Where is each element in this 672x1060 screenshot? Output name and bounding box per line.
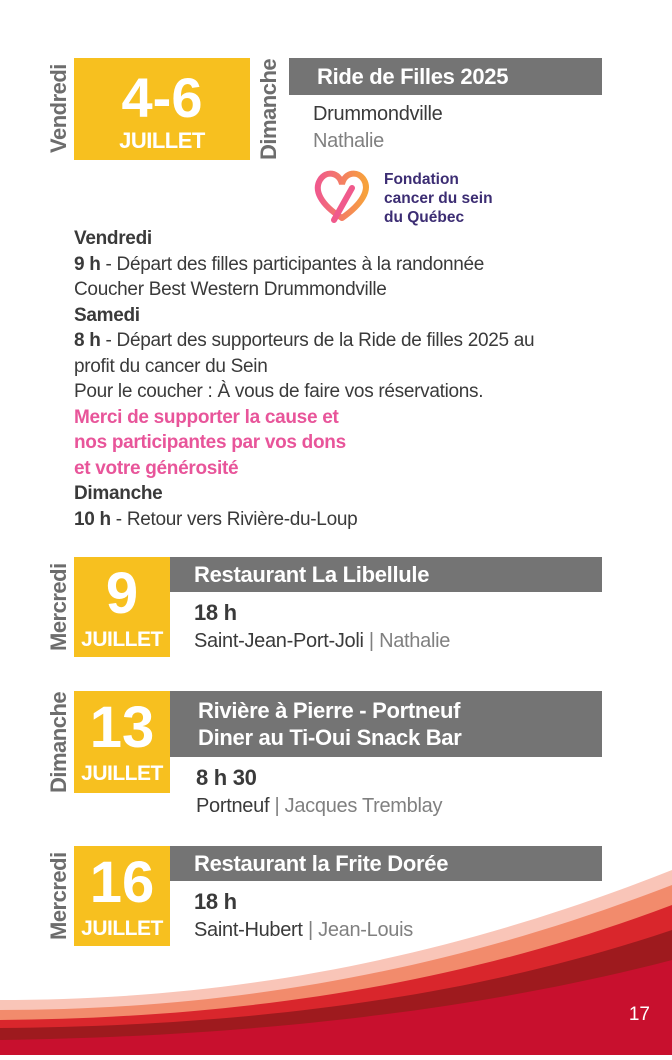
details-row [74, 328, 614, 354]
event-title: Restaurant la Frite Dorée [170, 846, 602, 881]
details-row: profit du cancer du Sein [74, 355, 268, 377]
day-label: Mercredi [46, 852, 71, 940]
details-pink-line: Merci de supporter la cause et [74, 406, 339, 428]
event-location: Saint-Jean-Port-Joli [194, 630, 364, 652]
logo-line-3: du Québec [384, 209, 465, 226]
details-pink-line: nos participantes par vos dons [74, 432, 346, 453]
event-location-line [194, 630, 450, 653]
event-title: Ride de Filles 2025 [289, 58, 602, 95]
event-title-line-2: Diner au Ti-Oui Snack Bar [198, 725, 462, 750]
event-details [74, 226, 614, 532]
details-heading-samedi: Samedi [74, 304, 140, 326]
date-box [74, 846, 170, 946]
event-location-line [196, 795, 442, 818]
heart-ribbon-logo-icon [312, 168, 372, 224]
event-time: 18 h [194, 600, 237, 625]
day-label-start: Vendredi [46, 64, 71, 154]
event-organizer: Jacques Tremblay [284, 795, 443, 817]
date-month: JUILLET [81, 762, 163, 785]
date-number: 13 [89, 695, 155, 760]
event-organizer: Jean-Louis [318, 919, 413, 941]
date-month: JUILLET [81, 628, 163, 651]
details-time: 10 h [74, 508, 111, 530]
details-text: - Départ des filles participantes à la randonnée [100, 253, 485, 275]
day-label-end: Dimanche [256, 58, 281, 160]
date-number: 4-6 [121, 66, 203, 129]
date-box [74, 691, 170, 793]
details-text: - Départ des supporteurs de la Ride de filles 2025 au [100, 330, 535, 351]
logo-text [384, 170, 493, 227]
date-box [74, 557, 170, 657]
details-time: 9 h [74, 253, 101, 275]
event-title: Restaurant La Libellule [170, 557, 602, 592]
details-row: Pour le coucher : À vous de faire vos réservations. [74, 381, 484, 402]
event-location: Portneuf [196, 795, 270, 817]
separator: | [307, 919, 313, 941]
logo-line-2: cancer du sein [384, 190, 493, 207]
details-row: Coucher Best Western Drummondville [74, 279, 387, 300]
date-month: JUILLET [119, 128, 205, 153]
event-title [170, 691, 602, 757]
page-number: 17 [628, 1004, 650, 1025]
separator: | [368, 630, 374, 652]
event-organizer: Nathalie [379, 630, 451, 652]
date-month: JUILLET [81, 917, 163, 940]
event-organizer: Nathalie [313, 130, 384, 152]
event-location: Drummondville [313, 103, 443, 125]
event-location-line [194, 919, 413, 942]
details-heading-dimanche: Dimanche [74, 483, 163, 504]
details-text: - Retour vers Rivière-du-Loup [110, 508, 358, 530]
details-row [74, 507, 614, 533]
event-location: Saint-Hubert [194, 919, 303, 941]
date-number: 16 [89, 850, 155, 915]
details-row [74, 252, 614, 278]
separator: | [274, 795, 280, 817]
date-box [74, 58, 250, 160]
details-pink-line: et votre générosité [74, 457, 239, 479]
logo-line-1: Fondation [384, 171, 459, 188]
event-time: 18 h [194, 889, 237, 914]
day-label: Mercredi [46, 563, 71, 651]
day-label: Dimanche [46, 691, 71, 793]
details-time: 8 h [74, 330, 101, 351]
event-time: 8 h 30 [196, 765, 257, 790]
details-heading-vendredi: Vendredi [74, 228, 152, 249]
event-title-line-1: Rivière à Pierre - Portneuf [198, 698, 461, 723]
date-number: 9 [105, 561, 139, 626]
